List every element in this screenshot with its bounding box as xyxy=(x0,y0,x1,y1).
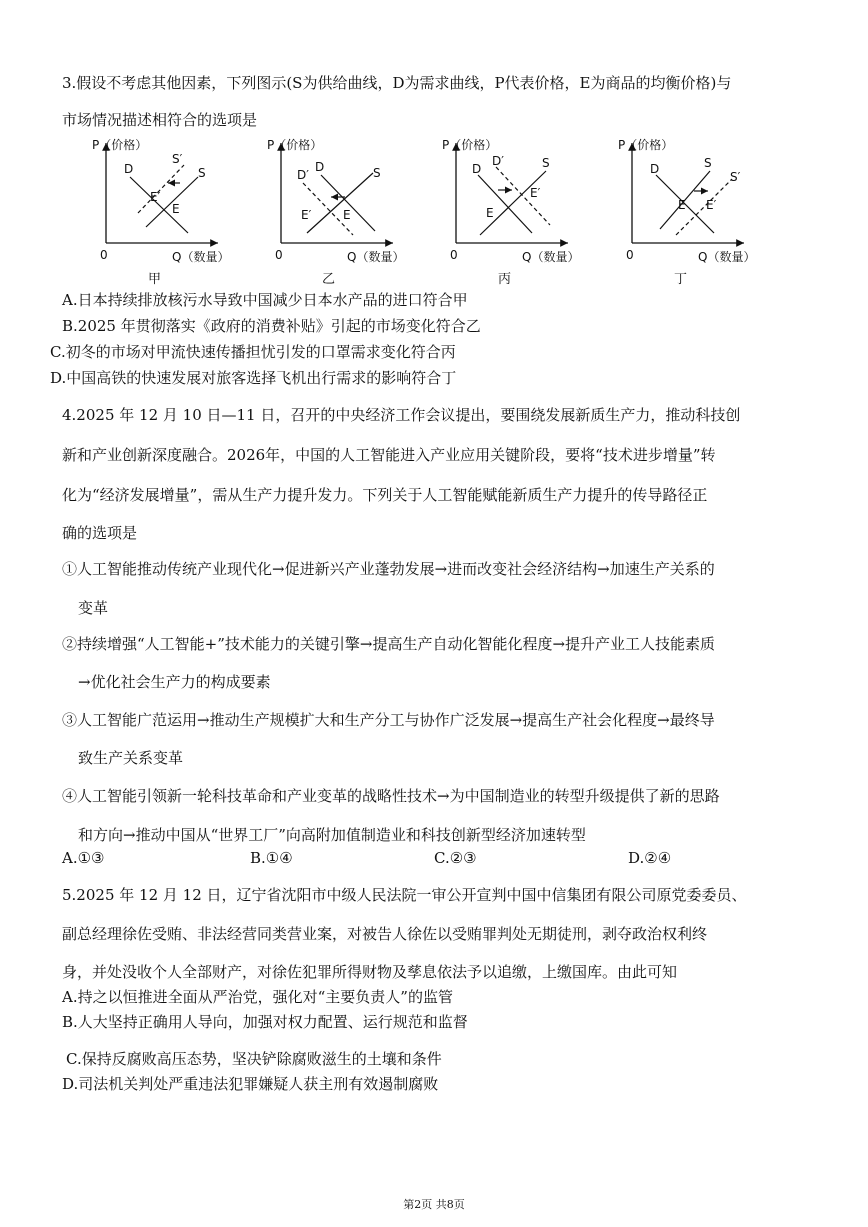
q5-option-d: D.司法机关判处严重违法犯罪嫌疑人获主刑有效遏制腐败 xyxy=(62,1075,439,1093)
graph-ding xyxy=(614,135,794,270)
q5-option-b: B.人大坚持正确用人导向，加强对权力配置、运行规范和监督 xyxy=(62,1013,468,1031)
svg-text:S: S xyxy=(198,166,206,180)
q4-statement-3-line2: 致生产关系变革 xyxy=(78,749,184,767)
svg-text:E′: E′ xyxy=(530,186,541,200)
svg-text:D: D xyxy=(472,162,482,176)
q3-option-a: A.日本持续排放核污水导致中国减少日本水产品的进口符合甲 xyxy=(62,291,468,309)
q5-stem-line1: 5.2025 年 12 月 12 日，辽宁省沈阳市中级人民法院一审公开宣判中国中信集团有限公司原党委委员、 xyxy=(62,886,747,904)
q4-statement-4-line1: ④人工智能引领新一轮科技革命和产业变革的战略性技术→为中国制造业的转型升级提供了新的思路 xyxy=(62,787,720,805)
svg-text:0: 0 xyxy=(450,248,458,262)
page-footer: 第2页 共8页 xyxy=(403,1198,465,1211)
axis-q-label: Q（数量） xyxy=(172,250,230,264)
origin-label: 0 xyxy=(100,248,108,262)
svg-text:S′: S′ xyxy=(730,170,741,184)
svg-text:D′: D′ xyxy=(492,154,504,168)
svg-text:E: E xyxy=(343,208,351,222)
q3-stem-line2: 市场情况描述相符合的选项是 xyxy=(62,111,258,129)
demand-curve-d xyxy=(321,175,375,231)
svg-text:D: D xyxy=(124,162,134,176)
q3-stem-line1: 3.假设不考虑其他因素，下列图示(S为供给曲线，D为需求曲线，P代表价格，E为商品的均衡价格)与 xyxy=(62,74,732,92)
q4-stem-line2: 新和产业创新深度融合。2026年，中国的人工智能进入产业应用关键阶段，要将“技术进步增量”转 xyxy=(62,446,716,464)
q4-statement-2-line1: ②持续增强“人工智能+”技术能力的关键引擎→提高生产自动化智能化程度→提升产业工人技能素质 xyxy=(62,635,716,653)
q4-option-c: C.②③ xyxy=(434,849,477,867)
supply-curve-s xyxy=(480,171,546,235)
q4-stem-line3: 化为“经济发展增量”，需从生产力提升发力。下列关于人工智能赋能新质生产力提升的传导路径正 xyxy=(62,486,708,504)
svg-text:P（价格）: P（价格） xyxy=(618,138,674,152)
svg-text:0: 0 xyxy=(275,248,283,262)
q4-statement-3-line1: ③人工智能广范运用→推动生产规模扩大和生产分工与协作广泛发展→提高生产社会化程度→最终导 xyxy=(62,711,715,729)
q3-option-c: C.初冬的市场对甲流快速传播担忧引发的口罩需求变化符合丙 xyxy=(50,343,456,361)
q5-stem-line3: 身，并处没收个人全部财产，对徐佐犯罪所得财物及孳息依法予以追缴，上缴国库。由此可知 xyxy=(62,963,678,981)
graph-bing-caption: 丙 xyxy=(498,272,512,287)
graph-yi-caption: 乙 xyxy=(322,272,336,287)
svg-text:E: E xyxy=(172,202,180,216)
graph-jia xyxy=(88,135,268,270)
svg-text:0: 0 xyxy=(626,248,634,262)
svg-text:D: D xyxy=(650,162,660,176)
axis-p-label: P（价格） xyxy=(92,138,148,152)
demand-curve-d xyxy=(478,175,532,233)
svg-text:E′: E′ xyxy=(706,198,717,212)
q4-stem-line1: 4.2025 年 12 月 10 日—11 日，召开的中央经济工作会议提出，要围绕发展新质生产力，推动科技创 xyxy=(62,406,741,424)
q4-statement-4-line2: 和方向→推动中国从“世界工厂”向高附加值制造业和科技创新型经济加速转型 xyxy=(78,826,586,844)
q4-option-d: D.②④ xyxy=(628,849,672,867)
q5-option-a: A.持之以恒推进全面从严治党，强化对“主要负责人”的监管 xyxy=(62,988,453,1006)
q5-option-c: C.保持反腐败高压态势，坚决铲除腐败滋生的土壤和条件 xyxy=(66,1050,442,1068)
q4-stem-line4: 确的选项是 xyxy=(62,524,138,542)
graph-bing xyxy=(438,135,618,270)
svg-text:D: D xyxy=(315,160,325,174)
svg-text:S: S xyxy=(373,166,381,180)
q5-stem-line2: 副总经理徐佐受贿、非法经营同类营业案，对被告人徐佐以受贿罪判处无期徒刑，剥夺政治权利终 xyxy=(62,925,708,943)
svg-text:P（价格）: P（价格） xyxy=(267,138,323,152)
svg-text:S: S xyxy=(542,156,550,170)
svg-text:D′: D′ xyxy=(297,168,309,182)
q4-option-a: A.①③ xyxy=(62,849,105,867)
svg-text:E′: E′ xyxy=(301,208,312,222)
q3-option-d: D.中国高铁的快速发展对旅客选择飞机出行需求的影响符合丁 xyxy=(50,369,457,387)
svg-text:Q（数量）: Q（数量） xyxy=(698,250,756,264)
svg-text:S: S xyxy=(704,156,712,170)
graph-ding-caption: 丁 xyxy=(674,272,688,287)
svg-text:S′: S′ xyxy=(172,152,183,166)
svg-text:Q（数量）: Q（数量） xyxy=(522,250,580,264)
q3-option-b: B.2025 年贯彻落实《政府的消费补贴》引起的市场变化符合乙 xyxy=(62,317,481,335)
q4-statement-2-line2: →优化社会生产力的构成要素 xyxy=(78,673,271,691)
svg-text:E: E xyxy=(486,206,494,220)
svg-text:E: E xyxy=(678,198,686,212)
graph-yi xyxy=(263,135,443,270)
svg-text:P（价格）: P（价格） xyxy=(442,138,498,152)
graph-jia-caption: 甲 xyxy=(148,272,162,287)
svg-text:E′: E′ xyxy=(150,190,161,204)
supply-curve-s xyxy=(307,173,373,233)
q4-statement-1-line2: 变革 xyxy=(78,599,109,617)
svg-text:Q（数量）: Q（数量） xyxy=(347,250,405,264)
q4-option-b: B.①④ xyxy=(250,849,293,867)
q4-statement-1-line1: ①人工智能推动传统产业现代化→促进新兴产业蓬勃发展→进而改变社会经济结构→加速生产关系的 xyxy=(62,560,715,578)
